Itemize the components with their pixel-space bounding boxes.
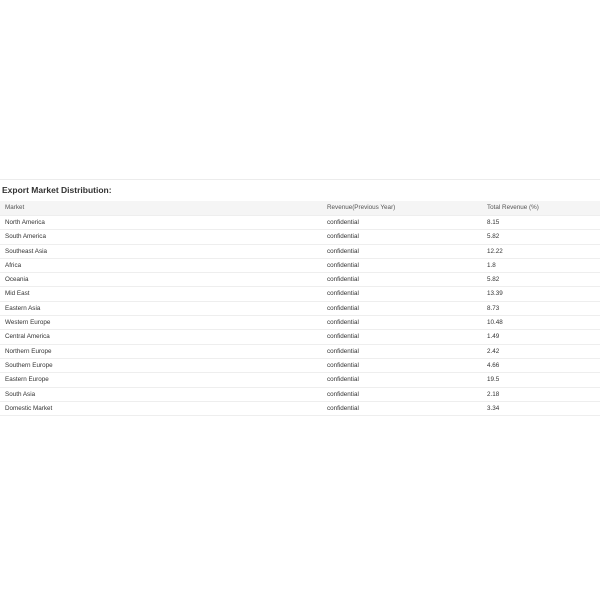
table-row bbox=[0, 373, 600, 387]
market-cell: Domestic Market bbox=[5, 404, 53, 412]
market-cell: Southern Europe bbox=[5, 361, 53, 369]
column-header-revenue-previous-year: Revenue(Previous Year) bbox=[327, 204, 396, 211]
table-row bbox=[0, 316, 600, 330]
revenue-previous-year-cell: confidential bbox=[327, 304, 359, 312]
market-cell: Mid East bbox=[5, 290, 30, 298]
market-cell: Central America bbox=[5, 333, 50, 341]
revenue-previous-year-cell: confidential bbox=[327, 347, 359, 355]
total-revenue-percent-cell: 5.82 bbox=[487, 233, 500, 241]
table-row bbox=[0, 230, 600, 244]
revenue-previous-year-cell: confidential bbox=[327, 247, 359, 255]
total-revenue-percent-cell: 3.34 bbox=[487, 404, 500, 412]
export-market-table bbox=[0, 201, 600, 416]
revenue-previous-year-cell: confidential bbox=[327, 361, 359, 369]
table-row bbox=[0, 330, 600, 344]
market-cell: Eastern Asia bbox=[5, 304, 41, 312]
table-row bbox=[0, 245, 600, 259]
table-row bbox=[0, 287, 600, 301]
table-row bbox=[0, 259, 600, 273]
revenue-previous-year-cell: confidential bbox=[327, 319, 359, 327]
market-cell: Northern Europe bbox=[5, 347, 52, 355]
total-revenue-percent-cell: 8.73 bbox=[487, 304, 500, 312]
market-cell: Oceania bbox=[5, 276, 29, 284]
total-revenue-percent-cell: 4.66 bbox=[487, 361, 500, 369]
revenue-previous-year-cell: confidential bbox=[327, 261, 359, 269]
revenue-previous-year-cell: confidential bbox=[327, 333, 359, 341]
market-cell: South Asia bbox=[5, 390, 36, 398]
market-cell: Eastern Europe bbox=[5, 376, 49, 384]
total-revenue-percent-cell: 8.15 bbox=[487, 219, 500, 226]
market-cell: North America bbox=[5, 219, 45, 226]
divider bbox=[0, 179, 600, 180]
total-revenue-percent-cell: 1.49 bbox=[487, 333, 500, 341]
total-revenue-percent-cell: 1.8 bbox=[487, 261, 496, 269]
total-revenue-percent-cell: 12.22 bbox=[487, 247, 503, 255]
market-cell: Southeast Asia bbox=[5, 247, 48, 255]
revenue-previous-year-cell: confidential bbox=[327, 404, 359, 412]
table-body bbox=[0, 216, 600, 416]
market-cell: South America bbox=[5, 233, 46, 241]
revenue-previous-year-cell: confidential bbox=[327, 376, 359, 384]
revenue-previous-year-cell: confidential bbox=[327, 390, 359, 398]
table-row bbox=[0, 216, 600, 230]
total-revenue-percent-cell: 10.48 bbox=[487, 319, 503, 327]
table-row bbox=[0, 345, 600, 359]
revenue-previous-year-cell: confidential bbox=[327, 276, 359, 284]
total-revenue-percent-cell: 5.82 bbox=[487, 276, 500, 284]
table-row bbox=[0, 402, 600, 416]
total-revenue-percent-cell: 2.18 bbox=[487, 390, 500, 398]
total-revenue-percent-cell: 19.5 bbox=[487, 376, 500, 384]
table-row bbox=[0, 302, 600, 316]
column-header-market: Market bbox=[5, 204, 25, 211]
revenue-previous-year-cell: confidential bbox=[327, 233, 359, 241]
table-row bbox=[0, 273, 600, 287]
revenue-previous-year-cell: confidential bbox=[327, 290, 359, 298]
total-revenue-percent-cell: 13.39 bbox=[487, 290, 503, 298]
column-header-total-revenue-percent: Total Revenue (%) bbox=[487, 204, 539, 211]
market-cell: Western Europe bbox=[5, 319, 51, 327]
total-revenue-percent-cell: 2.42 bbox=[487, 347, 500, 355]
table-row bbox=[0, 359, 600, 373]
section-title: Export Market Distribution: bbox=[2, 185, 112, 195]
revenue-previous-year-cell: confidential bbox=[327, 219, 359, 226]
table-header-row bbox=[0, 201, 600, 216]
market-cell: Africa bbox=[5, 261, 22, 269]
table-row bbox=[0, 388, 600, 402]
